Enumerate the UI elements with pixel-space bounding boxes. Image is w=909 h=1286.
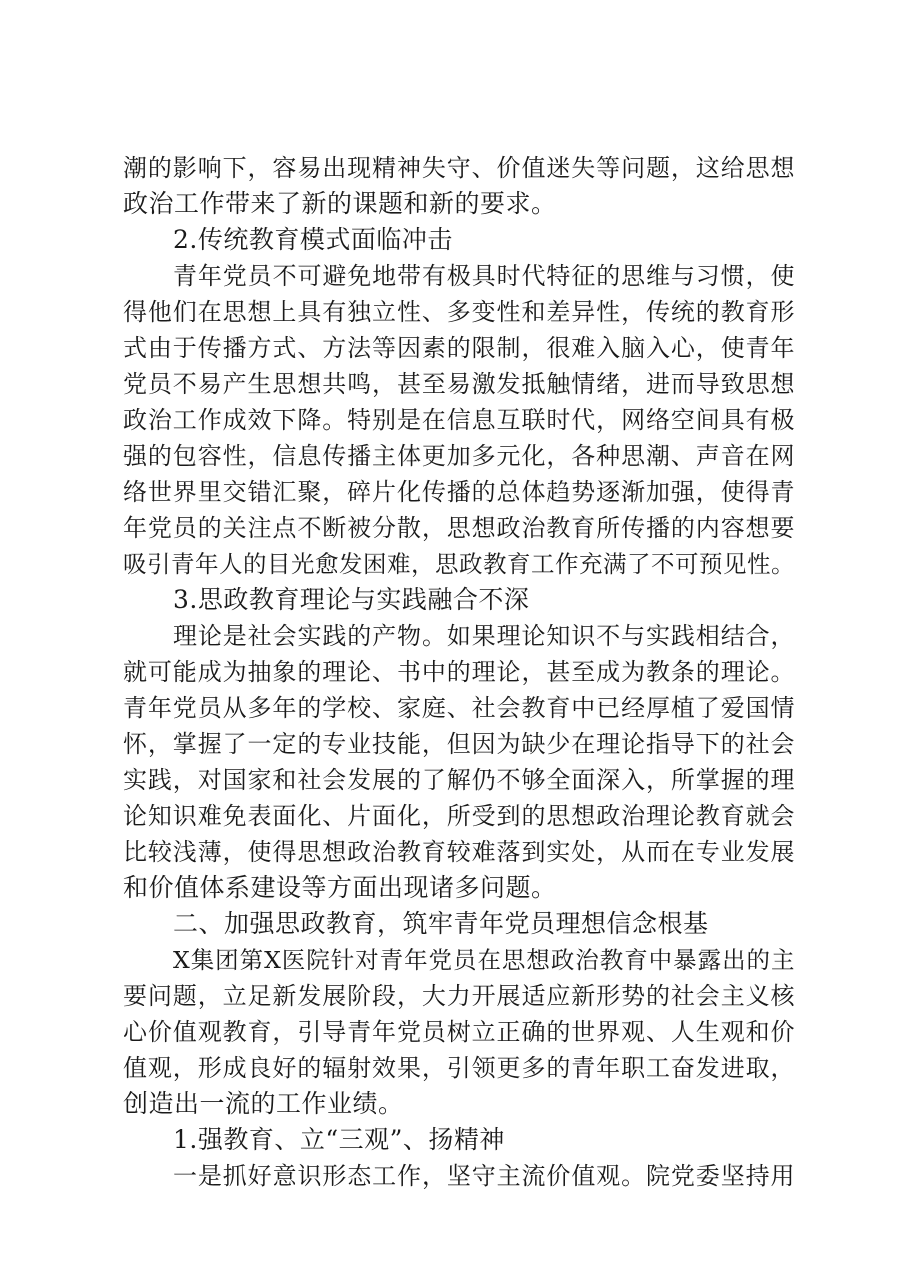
- text-line: 2.传统教育模式面临冲击: [173, 225, 453, 254]
- text-line: 党员不易产生思想共鸣，甚至易激发抵触情绪，进而导致思想: [123, 370, 795, 398]
- text-line: 要问题，立足新发展阶段，大力开展适应新形势的社会主义核: [123, 982, 795, 1010]
- text-line: 青年党员不可避免地带有极具时代特征的思维与习惯，使: [173, 262, 795, 290]
- text-line: 值观，形成良好的辐射效果，引领更多的青年职工奋发进取，: [123, 1054, 795, 1082]
- text-line: 论知识难免表面化、片面化，所受到的思想政治理论教育就会: [123, 802, 795, 830]
- text-line: 吸引青年人的目光愈发困难，思政教育工作充满了不可预见性。: [123, 550, 795, 578]
- text-line: X集团第X医院针对青年党员在思想政治教育中暴露出的主: [173, 946, 795, 974]
- text-line: 得他们在思想上具有独立性、多变性和差异性，传统的教育形: [123, 298, 795, 326]
- text-line: 1.强教育、立“三观”、扬精神: [173, 1125, 505, 1154]
- text-line: 和价值体系建设等方面出现诸多问题。: [123, 873, 557, 902]
- text-line: 潮的影响下，容易出现精神失守、价值迷失等问题，这给思想: [123, 154, 795, 182]
- text-line: 实践，对国家和社会发展的了解仍不够全面深入，所掌握的理: [123, 766, 795, 794]
- text-line: 青年党员从多年的学校、家庭、社会教育中已经厚植了爱国情: [123, 694, 795, 722]
- text-line: 年党员的关注点不断被分散，思想政治教育所传播的内容想要: [123, 514, 795, 542]
- text-line: 就可能成为抽象的理论、书中的理论，甚至成为教条的理论。: [123, 658, 795, 686]
- text-line: 二、加强思政教育，筑牢青年党员理想信念根基: [173, 909, 709, 938]
- text-line: 络世界里交错汇聚，碎片化传播的总体趋势逐渐加强，使得青: [123, 478, 795, 506]
- text-line: 比较浅薄，使得思想政治教育较难落到实处，从而在专业发展: [123, 838, 795, 866]
- text-line: 政治工作带来了新的课题和新的要求。: [123, 189, 557, 218]
- text-line: 创造出一流的工作业绩。: [123, 1089, 404, 1118]
- text-line: 理论是社会实践的产物。如果理论知识不与实践相结合，: [173, 622, 795, 650]
- text-line: 式由于传播方式、方法等因素的限制，很难入脑入心，使青年: [123, 334, 795, 362]
- text-line: 强的包容性，信息传播主体更加多元化，各种思潮、声音在网: [123, 442, 795, 470]
- text-line: 怀，掌握了一定的专业技能，但因为缺少在理论指导下的社会: [123, 730, 795, 758]
- text-line: 一是抓好意识形态工作，坚守主流价值观。院党委坚持用: [173, 1162, 795, 1190]
- text-line: 政治工作成效下降。特别是在信息互联时代，网络空间具有极: [123, 406, 795, 434]
- text-line: 心价值观教育，引导青年党员树立正确的世界观、人生观和价: [123, 1018, 795, 1046]
- document-body: [123, 150, 795, 1194]
- text-line: 3.思政教育理论与实践融合不深: [173, 585, 530, 614]
